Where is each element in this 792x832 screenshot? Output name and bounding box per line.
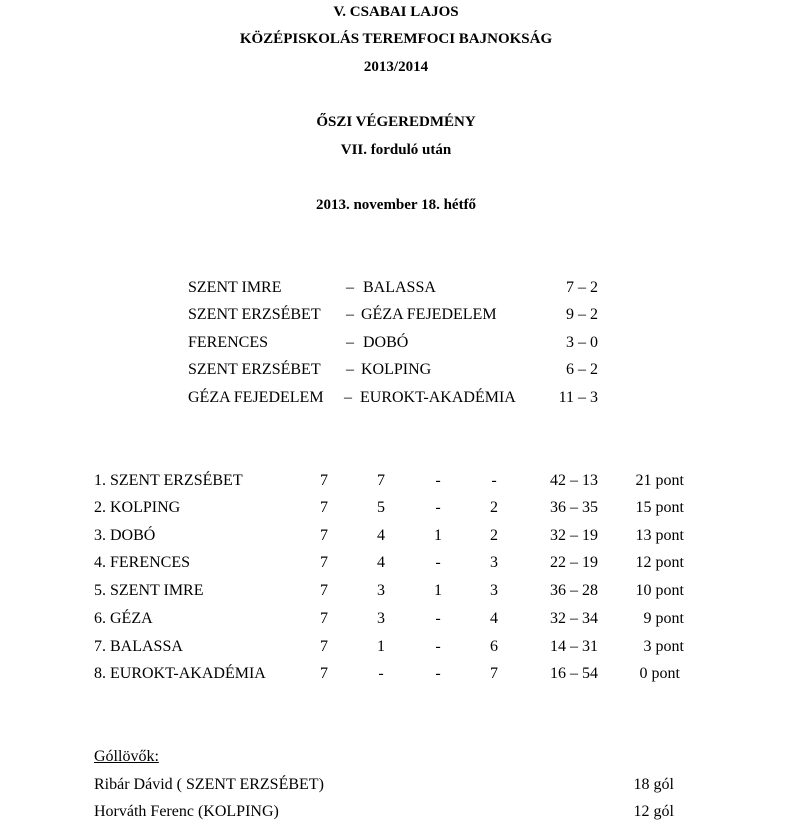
match-score: 9 – 2 bbox=[566, 306, 598, 323]
scorer-name: Ribár Dávid ( SZENT ERZSÉBET) bbox=[94, 776, 324, 793]
table-row bbox=[0, 472, 792, 494]
standing-points: 3 pont bbox=[643, 638, 684, 655]
standing-played: 7 bbox=[320, 499, 328, 516]
standing-drawn: - bbox=[435, 610, 441, 627]
standing-lost: 6 bbox=[490, 638, 498, 655]
standing-goals: 42 – 13 bbox=[550, 472, 598, 489]
standing-team: 4. FERENCES bbox=[94, 554, 191, 571]
title-line-1: V. CSABAI LAJOS bbox=[333, 4, 459, 20]
standing-points: 13 pont bbox=[635, 527, 684, 544]
standing-drawn: - bbox=[435, 554, 441, 571]
standing-won: 1 bbox=[377, 638, 385, 655]
standing-team: 7. BALASSA bbox=[94, 638, 183, 655]
standing-team: 1. SZENT ERZSÉBET bbox=[94, 472, 243, 489]
standing-lost: 7 bbox=[490, 665, 498, 682]
match-score: 11 – 3 bbox=[558, 389, 598, 406]
match-home: FERENCES bbox=[188, 334, 269, 351]
standing-team: 5. SZENT IMRE bbox=[94, 582, 204, 599]
standing-team: 6. GÉZA bbox=[94, 610, 153, 627]
standing-goals: 14 – 31 bbox=[550, 638, 598, 655]
subtitle: ŐSZI VÉGEREDMÉNY bbox=[316, 114, 476, 130]
standing-drawn: - bbox=[435, 665, 441, 682]
standing-lost: 2 bbox=[490, 527, 498, 544]
scorer-goals: 12 gól bbox=[633, 803, 674, 820]
standing-won: 4 bbox=[377, 554, 385, 571]
standing-points: 10 pont bbox=[635, 582, 684, 599]
standing-lost: 4 bbox=[490, 610, 498, 627]
match-home: SZENT ERZSÉBET bbox=[188, 361, 321, 378]
table-row bbox=[0, 610, 792, 632]
match-home: GÉZA FEJEDELEM bbox=[188, 389, 324, 406]
standing-played: 7 bbox=[320, 554, 328, 571]
match-row bbox=[0, 306, 792, 328]
standing-played: 7 bbox=[320, 472, 328, 489]
table-row bbox=[0, 582, 792, 604]
table-row bbox=[0, 665, 792, 687]
match-score: 7 – 2 bbox=[566, 279, 598, 296]
match-row bbox=[0, 361, 792, 383]
standing-drawn: 1 bbox=[434, 527, 442, 544]
standing-team: 8. EUROKT-AKADÉMIA bbox=[94, 665, 266, 682]
standing-drawn: - bbox=[435, 472, 441, 489]
round-info: VII. forduló után bbox=[340, 142, 452, 158]
standing-lost: - bbox=[491, 472, 497, 489]
season: 2013/2014 bbox=[363, 59, 429, 75]
standing-goals: 16 – 54 bbox=[550, 665, 598, 682]
standing-points: 0 pont bbox=[639, 665, 680, 682]
table-row bbox=[0, 527, 792, 549]
standing-won: 5 bbox=[377, 499, 385, 516]
standing-goals: 32 – 34 bbox=[550, 610, 598, 627]
table-row bbox=[0, 554, 792, 576]
match-away: EUROKT-AKADÉMIA bbox=[360, 389, 516, 406]
standing-played: 7 bbox=[320, 527, 328, 544]
list-item bbox=[0, 803, 792, 825]
standing-played: 7 bbox=[320, 665, 328, 682]
standing-team: 2. KOLPING bbox=[94, 499, 181, 516]
list-item bbox=[0, 776, 792, 798]
standing-drawn: - bbox=[435, 638, 441, 655]
match-home: SZENT IMRE bbox=[188, 279, 282, 296]
match-row bbox=[0, 389, 792, 411]
match-dash: – bbox=[346, 334, 354, 351]
table-row bbox=[0, 638, 792, 660]
standing-won: 3 bbox=[377, 582, 385, 599]
standing-lost: 2 bbox=[490, 499, 498, 516]
standing-drawn: - bbox=[435, 499, 441, 516]
standing-goals: 22 – 19 bbox=[550, 554, 598, 571]
standing-played: 7 bbox=[320, 582, 328, 599]
scorer-name: Horváth Ferenc (KOLPING) bbox=[94, 803, 279, 820]
match-away: BALASSA bbox=[363, 279, 436, 296]
standing-drawn: 1 bbox=[434, 582, 442, 599]
standing-points: 12 pont bbox=[635, 554, 684, 571]
match-away: KOLPING bbox=[361, 361, 432, 378]
match-row bbox=[0, 279, 792, 301]
match-away: DOBÓ bbox=[363, 334, 409, 351]
match-score: 6 – 2 bbox=[566, 361, 598, 378]
scorer-goals: 18 gól bbox=[633, 776, 674, 793]
match-row bbox=[0, 334, 792, 356]
standing-played: 7 bbox=[320, 638, 328, 655]
match-dash: – bbox=[346, 361, 354, 378]
match-dash: – bbox=[346, 279, 354, 296]
standing-goals: 36 – 28 bbox=[550, 582, 598, 599]
standing-lost: 3 bbox=[490, 554, 498, 571]
standing-points: 15 pont bbox=[635, 499, 684, 516]
standing-won: - bbox=[378, 665, 384, 682]
match-dash: – bbox=[344, 389, 352, 406]
standing-won: 7 bbox=[377, 472, 385, 489]
standing-goals: 32 – 19 bbox=[550, 527, 598, 544]
standing-won: 3 bbox=[377, 610, 385, 627]
scorers-title: Góllövők: bbox=[94, 748, 159, 765]
standing-lost: 3 bbox=[490, 582, 498, 599]
match-away: GÉZA FEJEDELEM bbox=[361, 306, 497, 323]
match-score: 3 – 0 bbox=[566, 334, 598, 351]
date: 2013. november 18. hétfő bbox=[315, 197, 477, 213]
standing-won: 4 bbox=[377, 527, 385, 544]
standing-played: 7 bbox=[320, 610, 328, 627]
standing-points: 21 pont bbox=[635, 472, 684, 489]
standing-points: 9 pont bbox=[643, 610, 684, 627]
match-home: SZENT ERZSÉBET bbox=[188, 306, 321, 323]
standing-goals: 36 – 35 bbox=[550, 499, 598, 516]
title-line-2: KÖZÉPISKOLÁS TEREMFOCI BAJNOKSÁG bbox=[239, 31, 553, 47]
table-row bbox=[0, 499, 792, 521]
match-dash: – bbox=[346, 306, 354, 323]
standing-team: 3. DOBÓ bbox=[94, 527, 156, 544]
